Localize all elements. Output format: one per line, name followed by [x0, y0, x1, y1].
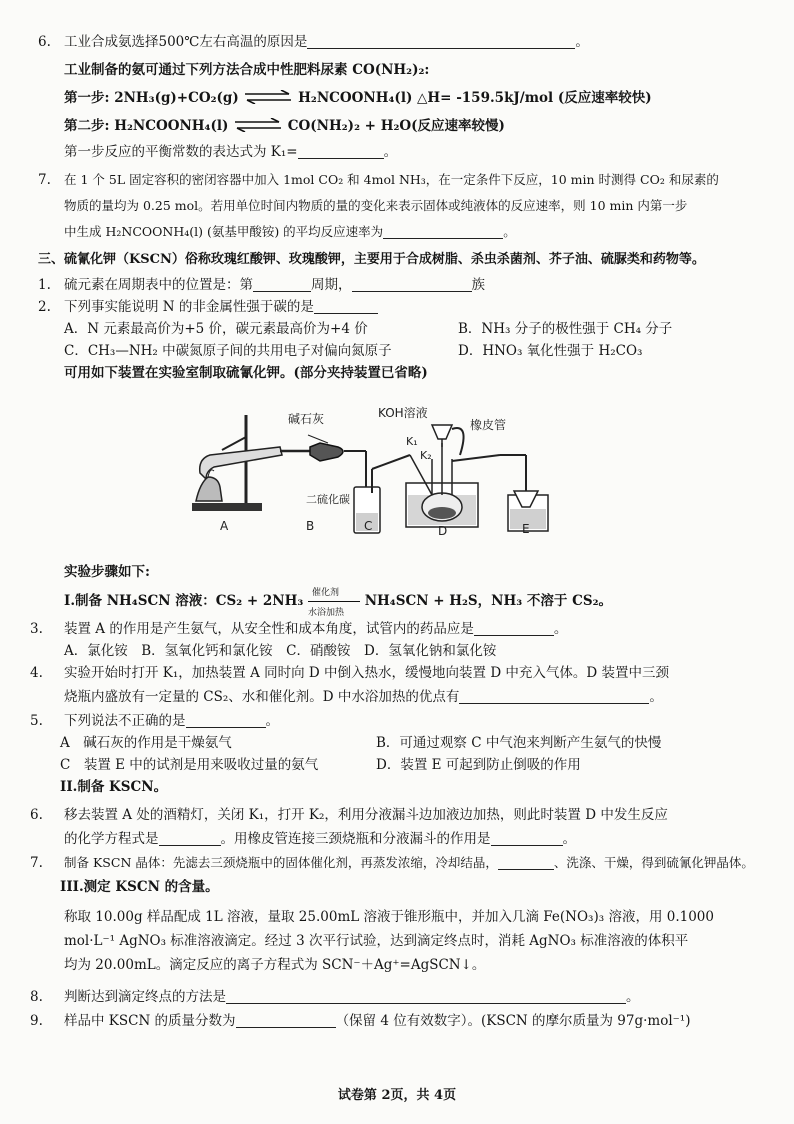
- label-c: C: [364, 519, 373, 533]
- q7-line3-text: 中生成 H₂NCOONH₄(l) (氨基甲酸铵) 的平均反应速率为: [64, 224, 384, 239]
- s8-line: [64, 988, 640, 1006]
- s6-number: 6.: [30, 807, 43, 823]
- label-k2: K₂: [420, 449, 432, 462]
- s5-answer-blank[interactable]: [186, 713, 266, 728]
- s5-option-d: D．装置 E 可起到防止倒吸的作用: [376, 757, 581, 773]
- q6-end: 。: [575, 34, 589, 50]
- s7-number: 7.: [30, 855, 43, 871]
- s6-line2a: 的化学方程式是: [64, 831, 159, 847]
- s8-answer-blank[interactable]: [226, 989, 626, 1004]
- s5-line: [64, 712, 279, 730]
- s9-number: 9.: [30, 1013, 43, 1029]
- s3-end: 。: [553, 621, 568, 637]
- step2-right: CO(NH₂)₂ + H₂O: [287, 118, 412, 134]
- catalyst-label: 催化剂: [312, 587, 340, 598]
- q7-line2: 物质的量均为 0.25 mol。若用单位时间内物质的量的变化来表示固体或纯液体的反应速率，则 10 min 内第一步: [64, 198, 688, 213]
- s7-answer-blank[interactable]: [498, 855, 554, 870]
- label-koh: KOH溶液: [378, 406, 428, 420]
- s4-line2-text: 烧瓶内盛放有一定量的 CS₂、水和催化剂。D 中水浴加热的优点有: [64, 689, 460, 705]
- s1-text: 硫元素在周期表中的位置是：第: [64, 277, 253, 293]
- part1-line: [64, 587, 612, 618]
- step2-left: H₂NCOONH₄(l): [114, 118, 229, 134]
- s6-line2b: 。用橡皮管连接三颈烧瓶和分液漏斗的作用是: [220, 831, 491, 847]
- label-b: B: [306, 519, 315, 533]
- label-d: D: [438, 524, 448, 538]
- step1-note: (反应速率较快): [557, 90, 652, 106]
- titration-line3: 均为 20.00mL。滴定反应的离子方程式为 SCN⁻＋Ag⁺=AgSCN↓。: [64, 957, 486, 973]
- arrow-line: [308, 601, 360, 602]
- step2-note: (反应速率较慢): [411, 118, 505, 134]
- s4-number: 4.: [30, 665, 43, 681]
- s6-equation-blank[interactable]: [159, 831, 221, 846]
- k-expression-blank[interactable]: [298, 144, 384, 159]
- step1-label: 第一步:: [64, 90, 110, 106]
- step1-left: 2NH₃(g)+CO₂(g): [114, 90, 239, 106]
- s4-end: 。: [649, 689, 663, 705]
- s5-text: 下列说法不正确的是: [64, 713, 186, 729]
- apparatus-a: [192, 415, 310, 511]
- s1-period-blank[interactable]: [253, 277, 311, 292]
- step2-line: [64, 117, 505, 135]
- titration-line1: 称取 10.00g 样品配成 1L 溶液，量取 25.00mL 溶液于锥形瓶中，并加入几滴 Fe(NO₃)₃ 溶液，用 0.1000: [64, 909, 714, 925]
- label-k1: K₁: [406, 435, 418, 448]
- q6-number: 6.: [38, 34, 51, 50]
- steps-title: 实验步骤如下:: [64, 564, 150, 580]
- s9-text: 样品中 KSCN 的质量分数为: [64, 1013, 236, 1029]
- titration-line2: mol·L⁻¹ AgNO₃ 标准溶液滴定。经过 3 次平行试验，达到滴定终点时，消耗 AgNO₃ 标准溶液的体积平: [64, 933, 689, 949]
- s4-line1: 实验开始时打开 K₁，加热装置 A 同时向 D 中倒入热水，缓慢地向装置 D 中充入气体。D 装置中三颈: [64, 665, 670, 681]
- q7-line1: 在 1 个 5L 固定容积的密闭容器中加入 1mol CO₂ 和 4mol NH₃，在一定条件下反应，10 min 时测得 CO₂ 和尿素的: [64, 172, 719, 187]
- s6-line2: [64, 830, 576, 848]
- s9-end: （保留 4 位有效数字）。(KSCN 的摩尔质量为 97g·mol⁻¹): [335, 1013, 691, 1029]
- k-expression-end: 。: [383, 144, 398, 160]
- label-e: E: [522, 522, 530, 536]
- section3-title: 三、硫氰化钾（KSCN）俗称玫瑰红酸钾、玫瑰酸钾，主要用于合成树脂、杀虫杀菌剂、芥子油、硫脲类和药物等。: [38, 252, 705, 267]
- label-cs2: 二硫化碳: [306, 493, 350, 506]
- part3-title: III.测定 KSCN 的含量。: [60, 879, 219, 895]
- q7-end: 。: [503, 224, 516, 239]
- s7-end: 、洗涤、干燥，得到硫氰化钾晶体。: [553, 855, 754, 870]
- s1-group-blank[interactable]: [352, 277, 472, 292]
- k-expression-text: 第一步反应的平衡常数的表达式为 K₁=: [64, 144, 298, 160]
- label-rubber-tube: 橡皮管: [470, 418, 507, 432]
- s1-mid: 周期，: [311, 277, 352, 293]
- part1-head: I.制备 NH₄SCN 溶液：: [64, 593, 216, 609]
- s5-option-a: A 碱石灰的作用是干燥氨气: [60, 735, 232, 751]
- s8-text: 判断达到滴定终点的方法是: [64, 989, 226, 1005]
- q6-line: [64, 33, 589, 51]
- q6-text: 工业合成氨选择500℃左右高温的原因是: [64, 34, 308, 50]
- apparatus-c: [354, 455, 410, 533]
- s2-answer-blank[interactable]: [314, 299, 378, 314]
- q7-line3: [64, 223, 516, 241]
- k-expression-line: [64, 143, 397, 161]
- s8-number: 8.: [30, 989, 43, 1005]
- s3-number: 3.: [30, 621, 43, 637]
- s2-number: 2.: [38, 299, 51, 315]
- s2-option-b: B．NH₃ 分子的极性强于 CH₄ 分子: [458, 321, 673, 337]
- page-footer: 试卷第 2页，共 4页: [337, 1088, 457, 1103]
- s5-end: 。: [265, 713, 279, 729]
- q6-answer-blank[interactable]: [307, 34, 575, 49]
- catalyst-arrow: [308, 587, 360, 618]
- apparatus-intro: 可用如下装置在实验室制取硫氰化钾。(部分夹持装置已省略): [64, 365, 428, 381]
- s9-answer-blank[interactable]: [236, 1013, 336, 1028]
- part1-eq-right: NH₄SCN + H₂S，NH₃ 不溶于 CS₂。: [364, 593, 612, 609]
- s2-option-c: C．CH₃—NH₂ 中碳氮原子间的共用电子对偏向氮原子: [64, 343, 392, 359]
- s8-end: 。: [626, 989, 640, 1005]
- s3-options: A．氯化铵 B．氢氧化钙和氯化铵 C．硝酸铵 D．氢氧化钠和氯化铵: [64, 643, 497, 659]
- step2-label: 第二步:: [64, 118, 110, 134]
- s1-number: 1.: [38, 277, 51, 293]
- s1-end: 族: [471, 277, 485, 293]
- step1-line: [64, 89, 652, 107]
- s2-text: 下列事实能说明 N 的非金属性强于碳的是: [64, 299, 314, 315]
- label-lime: 碱石灰: [288, 412, 325, 426]
- part2-title: II.制备 KSCN。: [60, 779, 168, 795]
- s2-option-d: D．HNO₃ 氧化性强于 H₂CO₃: [458, 343, 643, 359]
- s2-line: [64, 298, 378, 316]
- q7-answer-blank[interactable]: [383, 224, 503, 239]
- s7-line: [64, 854, 754, 872]
- s5-option-c: C 装置 E 中的试剂是用来吸收过量的氨气: [60, 757, 319, 773]
- s1-line: [64, 276, 485, 294]
- s3-line: [64, 620, 567, 638]
- s3-text: 装置 A 的作用是产生氨气，从安全性和成本角度，试管内的药品应是: [64, 621, 474, 637]
- equilibrium-arrow-icon: [243, 90, 293, 104]
- s6-tube-blank[interactable]: [491, 831, 563, 846]
- s4-line2: [64, 688, 663, 706]
- part1-eq-left: CS₂ + 2NH₃: [215, 593, 304, 609]
- apparatus-figure: [170, 395, 570, 545]
- step1-right: H₂NCOONH₄(l) △H= -159.5kJ/mol: [298, 90, 554, 106]
- q7-number: 7.: [38, 172, 51, 188]
- s6-line1: 移去装置 A 处的酒精灯，关闭 K₁，打开 K₂，利用分液漏斗边加液边加热，则此时装置 D 中发生反应: [64, 807, 668, 823]
- equilibrium-arrow-icon: [233, 118, 283, 132]
- s3-answer-blank[interactable]: [474, 621, 554, 636]
- urea-intro: 工业制备的氨可通过下列方法合成中性肥料尿素 CO(NH₂)₂:: [64, 62, 430, 78]
- s2-option-a: A．N 元素最高价为+5 价，碳元素最高价为+4 价: [64, 321, 368, 337]
- s7-text: 制备 KSCN 晶体：先滤去三颈烧瓶中的固体催化剂，再蒸发浓缩，冷却结晶，: [64, 855, 498, 870]
- heating-label: 水浴加热: [308, 607, 345, 618]
- label-a: A: [220, 519, 229, 533]
- s4-answer-blank[interactable]: [459, 689, 649, 704]
- s5-number: 5.: [30, 713, 43, 729]
- s5-option-b: B．可通过观察 C 中气泡来判断产生氨气的快慢: [376, 735, 662, 751]
- s6-end: 。: [562, 831, 576, 847]
- s9-line: [64, 1012, 690, 1030]
